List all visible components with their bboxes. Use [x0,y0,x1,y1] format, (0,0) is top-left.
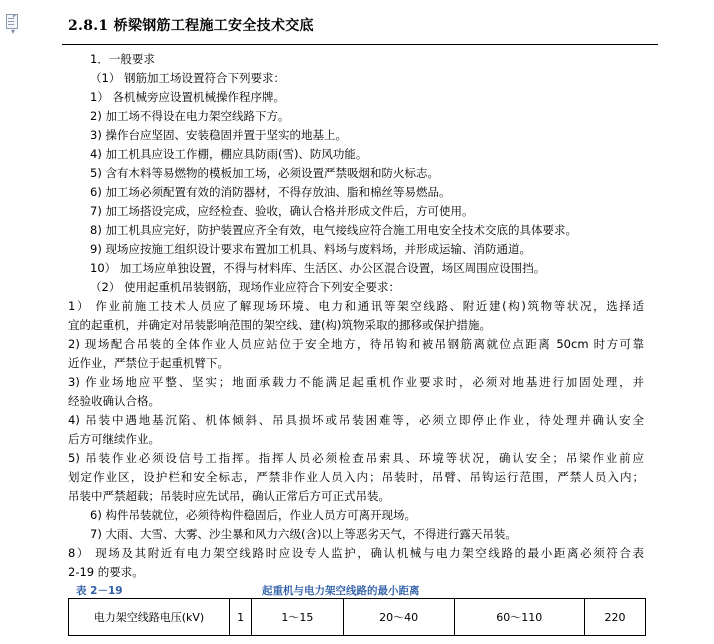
text-line: 3) 作业场地应平整、坚实；地面承载力不能满足起重机作业要求时，必须对地基进行加固处理，并 [68,375,644,389]
table-cell: 220 [584,599,645,636]
text-line: （1） 钢筋加工场设置符合下列要求： [90,71,285,85]
text-line: 6) 构件吊装就位，必须待构件稳固后，作业人员方可离开现场。 [90,508,416,522]
table-row [69,599,646,636]
table-cell: 1 [230,599,252,636]
text-line: 4) 吊装中遇地基沉陷、机体倾斜、吊具损坏或吊装困难等，必须立即停止作业，待处理并确认安全 [68,413,644,427]
text-line: 3) 操作台应坚固、安装稳固并置于坚实的地基上。 [90,128,347,142]
text-line: 6) 加工场必须配置有效的消防器材，不得存放油、脂和棉丝等易燃品。 [90,185,451,199]
table-cell: 20～40 [343,599,454,636]
text-line: 2) 现场配合吊装的全体作业人员应站位于安全地方，待吊钩和被吊钢筋离就位点距离 50cm 时方可靠 [68,337,644,351]
table-cell: 60～110 [454,599,584,636]
text-line: 5) 含有木料等易燃物的模板加工场，必须设置严禁吸烟和防火标志。 [90,166,439,180]
text-line: 4) 加工机具应设工作棚，棚应具防雨(雪)、防风功能。 [90,147,368,161]
section-title: 2.8.1 桥梁钢筋工程施工安全技术交底 [68,18,314,34]
text-line: 近作业，严禁位于起重机臂下。 [68,356,229,370]
text-line: 2) 加工场不得设在电力架空线路下方。 [90,109,290,123]
text-line: 2-19 的要求。 [68,565,144,579]
text-line: 8） 现场及其附近有电力架空线路时应设专人监护，确认机械与电力架空线路的最小距离必须符合表 [68,546,644,560]
text-line: 5) 吊装作业必须设信号工指挥。指挥人员必须检查吊索具、环境等状况，确认安全；吊梁作业前应 [68,451,644,465]
table-cell: 1～15 [252,599,344,636]
text-line: （2） 使用起重机吊装钢筋，现场作业应符合下列安全要求： [90,280,400,294]
document-icon[interactable]: ▾ [4,14,20,32]
text-line: 宜的起重机，并确定对吊装影响范围的架空线、建(构)筑物采取的挪移或保护措施。 [68,318,491,332]
text-line: 8) 加工机具应完好，防护装置应齐全有效，电气接线应符合施工用电安全技术交底的具体要求。 [90,223,577,237]
title-divider [62,44,658,45]
text-line: 1） 作业前施工技术人员应了解现场环境、电力和通讯等架空线路、附近建(构)筑物等状况，选择适 [68,299,644,313]
text-line: 划定作业区，设护栏和安全标志，严禁非作业人员入内；吊装时，吊臂、吊钩运行范围，严禁人员入内； [68,470,644,484]
text-line: 10） 加工场应单独设置，不得与材料库、生活区、办公区混合设置，场区周围应设围挡。 [90,261,546,275]
text-line: 吊装中严禁超载；吊装时应先试吊，确认正常后方可正式吊装。 [68,489,390,503]
text-line: 1） 各机械旁应设置机械操作程序牌。 [90,90,285,104]
text-line: 7) 加工场搭设完成，应经检查、验收，确认合格并形成文件后，方可使用。 [90,204,474,218]
text-line: 9) 现场应按施工组织设计要求布置加工机具、料场与废料场，并形成运输、消防通道。 [90,242,531,256]
row-header: 电力架空线路电压(kV) [69,599,230,636]
table-caption: 起重机与电力架空线路的最小距离 [262,585,420,597]
text-line: 后方可继续作业。 [68,432,160,446]
text-line: 1．一般要求 [90,52,155,66]
table-number: 表 2－19 [76,585,123,597]
text-line: 7) 大雨、大雪、大雾、沙尘暴和风力六级(含)以上等恶劣天气，不得进行露天吊装。 [90,527,517,541]
text-line: 经验收确认合格。 [68,394,160,408]
clearance-table [68,598,646,636]
